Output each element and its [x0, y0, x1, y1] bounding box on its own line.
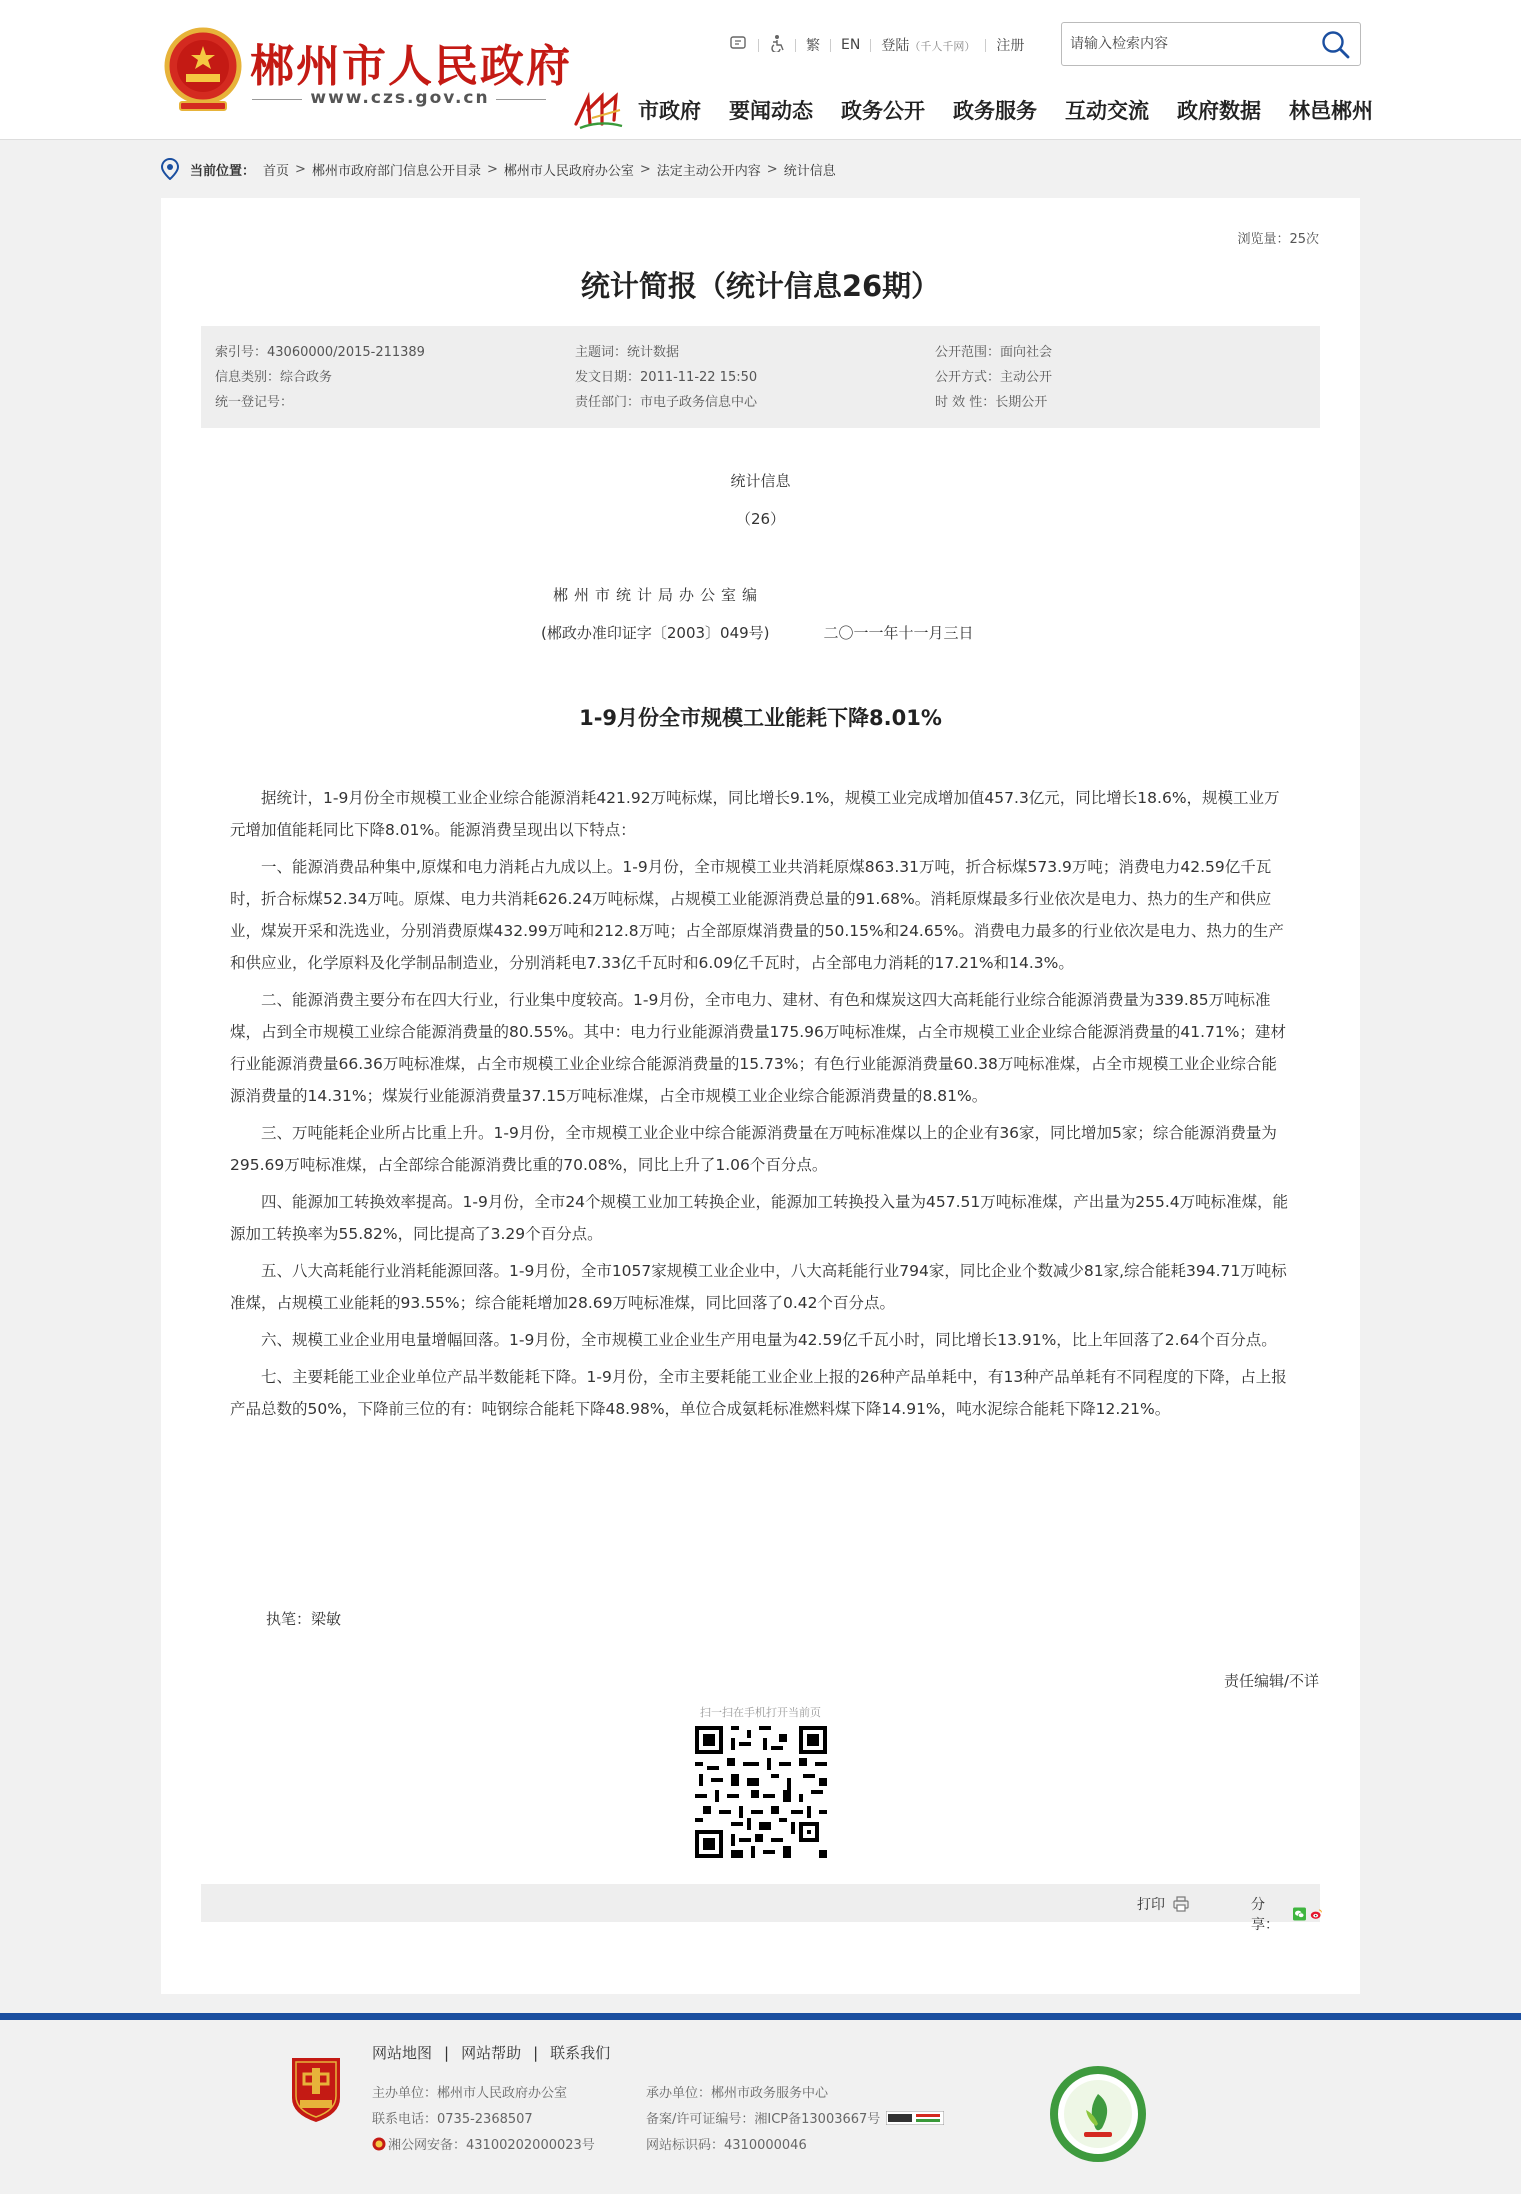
- paragraph: 五、八大高耗能行业消耗能源回落。1-9月份，全市1057家规模工业企业中，八大高耗能行业794家，同比企业个数减少81家,综合能耗394.71万吨标准煤，占规模工业能耗的93.55%；综合能耗增加28.69万吨标准煤，同比回落了0.42个百分点。: [230, 1262, 1287, 1312]
- register-link[interactable]: 注册: [996, 38, 1025, 54]
- paragraph: 七、主要耗能工业企业单位产品半数能耗下降。1-9月份，全市主要耗能工业企业上报的26种产品单耗中，有13种产品单耗有不同程度的下降，占上报产品总数的50%，下降前三位的有：吨钢综合能耗下降48.98%，单位合成氨耗标准燃料煤下降14.91%，吨水泥综合能耗下降12.21%。: [230, 1368, 1287, 1418]
- site-footer: [0, 2020, 1521, 2194]
- login-sub-label: （千人千网）: [909, 40, 976, 53]
- meta-date: 发文日期：2011-11-22 15:50: [575, 370, 758, 385]
- meta-column: [215, 340, 425, 415]
- print-button[interactable]: [1137, 1894, 1189, 1914]
- site-domain-block: [252, 88, 546, 112]
- approval-line: [541, 622, 974, 643]
- divider: |: [533, 2043, 539, 2062]
- footer-link-contact[interactable]: 联系我们: [550, 2044, 611, 2062]
- location-pin-icon: [160, 158, 180, 180]
- elderly-mode-icon[interactable]: [759, 34, 795, 56]
- party-government-badge-icon[interactable]: [288, 2056, 344, 2124]
- traditional-chinese-link[interactable]: 繁: [806, 38, 820, 54]
- editing-org: 郴州市统计局办公室编: [553, 586, 764, 604]
- breadcrumb: [160, 158, 836, 180]
- print-label: 打印: [1137, 1897, 1165, 1913]
- heading-statistics-info: 统计信息: [730, 472, 791, 490]
- nav-item-interaction[interactable]: 互动交流: [1065, 99, 1149, 123]
- breadcrumb-separator: >: [766, 161, 778, 177]
- breadcrumb-separator: >: [486, 161, 498, 177]
- divider: [252, 99, 302, 100]
- main-nav: [638, 95, 1373, 125]
- english-link[interactable]: EN: [841, 37, 861, 53]
- civilized-city-badge-icon[interactable]: [1048, 2064, 1148, 2164]
- nav-logo-icon: [572, 90, 628, 132]
- paragraph: 据统计，1-9月份全市规模工业企业综合能源消耗421.92万吨标煤，同比增长9.1%，规模工业完成增加值457.3亿元，同比增长18.6%，规模工业万元增加值能耗同比下降8.01%。能源消费呈现出以下特点：: [230, 789, 1280, 839]
- breadcrumb-label: 当前位置：: [190, 163, 256, 179]
- login-label: 登陆: [881, 38, 910, 54]
- meta-dept: 责任部门：市电子政务信息中心: [575, 395, 758, 410]
- breadcrumb-separator: >: [295, 161, 306, 177]
- footer-organizer: 承办单位：郴州市政务服务中心: [646, 2086, 829, 2101]
- footer-links: [372, 2042, 610, 2063]
- site-domain: www.czs.gov.cn: [310, 88, 490, 108]
- issue-number: （26）: [735, 510, 786, 528]
- footer-police-text: 湘公网安备：43100202000023号: [388, 2138, 595, 2153]
- search-input[interactable]: [1070, 31, 1310, 57]
- footer-icp-text: 备案/许可证编号：湘ICP备13003667号: [646, 2112, 881, 2127]
- weibo-icon[interactable]: [1310, 1906, 1323, 1922]
- qr-code-icon: [695, 1726, 827, 1858]
- footer-site-id: 网站标识码：4310000046: [646, 2138, 807, 2153]
- search-icon[interactable]: [1320, 29, 1352, 61]
- breadcrumb-item-directory[interactable]: 郴州市政府部门信息公开目录: [311, 163, 481, 179]
- article-subtitle: 1-9月份全市规模工业能耗下降8.01%: [579, 706, 942, 730]
- breadcrumb-separator: >: [639, 161, 651, 177]
- footer-icp-record[interactable]: [646, 2108, 944, 2127]
- national-emblem-icon: [162, 26, 244, 114]
- divider: [496, 99, 546, 100]
- share-label: 分享：: [1251, 1897, 1279, 1933]
- paragraph: 四、能源加工转换效率提高。1-9月份，全市24个规模工业加工转换企业，能源加工转换投入量为457.51万吨标准煤，产出量为255.4万吨标准煤，能源加工转换率为55.82%，同比提高了3.29个百分点。: [230, 1193, 1289, 1243]
- police-badge-icon: [372, 2137, 386, 2151]
- wechat-icon[interactable]: [1293, 1906, 1306, 1922]
- meta-column: [575, 340, 757, 415]
- nav-item-government-data[interactable]: 政府数据: [1177, 99, 1261, 123]
- nav-item-linyi-chenzhou[interactable]: 林邑郴州: [1289, 99, 1373, 123]
- login-link[interactable]: [871, 35, 985, 55]
- site-header: [0, 0, 1521, 140]
- article-paragraphs: [230, 782, 1292, 1430]
- view-count: 浏览量：25次: [1237, 232, 1319, 247]
- meta-validity: 时 效 性：长期公开: [935, 395, 1048, 410]
- paragraph: 三、万吨能耗企业所占比重上升。1-9月份，全市规模工业企业中综合能源消费量在万吨标准煤以上的企业有36家，同比增加5家；综合能源消费量为295.69万吨标准煤，占全部综合能源消费比重的70.08%，同比上升了1.06个百分点。: [230, 1124, 1277, 1174]
- meta-index-no: 索引号：43060000/2015-211389: [215, 345, 425, 360]
- share-group: [1251, 1894, 1323, 1934]
- nav-item-news[interactable]: 要闻动态: [729, 99, 813, 123]
- meta-method: 公开方式：主动公开: [935, 370, 1053, 385]
- paragraph: 二、能源消费主要分布在四大行业，行业集中度较高。1-9月份，全市电力、建材、有色和煤炭这四大高耗能行业综合能源消费量为339.85万吨标准煤，占到全市规模工业综合能源消费量的80.55%。其中：电力行业能源消费量175.96万吨标准煤，占全市规模工业企业综合能源消费量的41.71%；建材行业能源消费量66.36万吨标准煤，占全市规模工业企业综合能源消费量的15.73%；有色行业能源消费量60.38万吨标准煤，占全市规模工业企业综合能源消费量的14.31%；煤炭行业能源消费量37.15万吨标准煤，占全市规模工业企业综合能源消费量的8.81%。: [230, 991, 1286, 1105]
- footer-link-sitemap[interactable]: 网站地图: [372, 2044, 433, 2062]
- accessibility-icon[interactable]: [720, 35, 758, 55]
- meta-subject: 主题词：统计数据: [575, 345, 680, 360]
- footer-police-record[interactable]: [372, 2134, 595, 2153]
- article-title: 统计简报（统计信息26期）: [580, 269, 941, 303]
- responsible-editor: 责任编辑/不详: [1223, 1672, 1319, 1690]
- qr-caption: 扫一扫在手机打开当前页: [700, 1706, 821, 1719]
- breadcrumb-item-disclosure[interactable]: 法定主动公开内容: [656, 163, 761, 179]
- paragraph: 一、能源消费品种集中,原煤和电力消耗占九成以上。1-9月份，全市规模工业共消耗原煤863.31万吨，折合标煤573.9万吨；消费电力42.59亿千瓦时，折合标煤52.34万吨。原煤、电力共消耗626.24万吨标煤，占规模工业能源消费总量的91.68%。消耗原煤最多行业依次是电力、热力的生产和供应业，煤炭开采和洗选业，分别消费原煤432.99万吨和212.8万吨；占全部原煤消费量的50.15%和24.65%。消费电力最多的行业依次是电力、热力的生产和供应业，化学原料及化学制品制造业，分别消耗电7.33亿千瓦时和6.09亿千瓦时，占全部电力消耗的17.21%和14.3%。: [230, 858, 1284, 972]
- article-card: [161, 198, 1360, 1994]
- publish-date: 二〇一一年十一月三日: [823, 624, 974, 642]
- footer-phone: 联系电话：0735-2368507: [372, 2112, 533, 2127]
- meta-scope: 公开范围：面向社会: [935, 345, 1053, 360]
- article-meta-table: [201, 326, 1320, 428]
- meta-reg-no: 统一登记号：: [215, 395, 294, 410]
- search-box: [1061, 22, 1361, 66]
- meta-category: 信息类别：综合政务: [215, 370, 333, 385]
- nav-item-city-government[interactable]: 市政府: [638, 99, 701, 123]
- breadcrumb-item-statistics[interactable]: 统计信息: [783, 163, 836, 179]
- article-toolbar: [201, 1884, 1320, 1933]
- top-links: [720, 33, 1034, 57]
- printer-icon: [1173, 1896, 1189, 1912]
- author: 执笔：梁敏: [266, 1610, 342, 1628]
- nav-item-government-affairs[interactable]: 政务公开: [841, 99, 925, 123]
- breadcrumb-item-office[interactable]: 郴州市人民政府办公室: [503, 163, 634, 179]
- footer-host: 主办单位：郴州市人民政府办公室: [372, 2086, 568, 2101]
- divider: |: [444, 2043, 450, 2062]
- cnzz-stats-icon[interactable]: [886, 2111, 944, 2125]
- breadcrumb-item-home[interactable]: 首页: [263, 163, 290, 179]
- nav-item-government-services[interactable]: 政务服务: [953, 99, 1037, 123]
- paragraph: 六、规模工业企业用电量增幅回落。1-9月份，全市规模工业企业生产用电量为42.59亿千瓦小时，同比增长13.91%，比上年回落了2.64个百分点。: [261, 1331, 1277, 1349]
- footer-accent-bar: [0, 2013, 1521, 2020]
- meta-column: [935, 340, 1052, 415]
- site-title[interactable]: 郴州市人民政府: [250, 41, 572, 92]
- footer-link-help[interactable]: 网站帮助: [461, 2044, 522, 2062]
- approval-number: (郴政办准印证字〔2003〕049号): [541, 624, 770, 642]
